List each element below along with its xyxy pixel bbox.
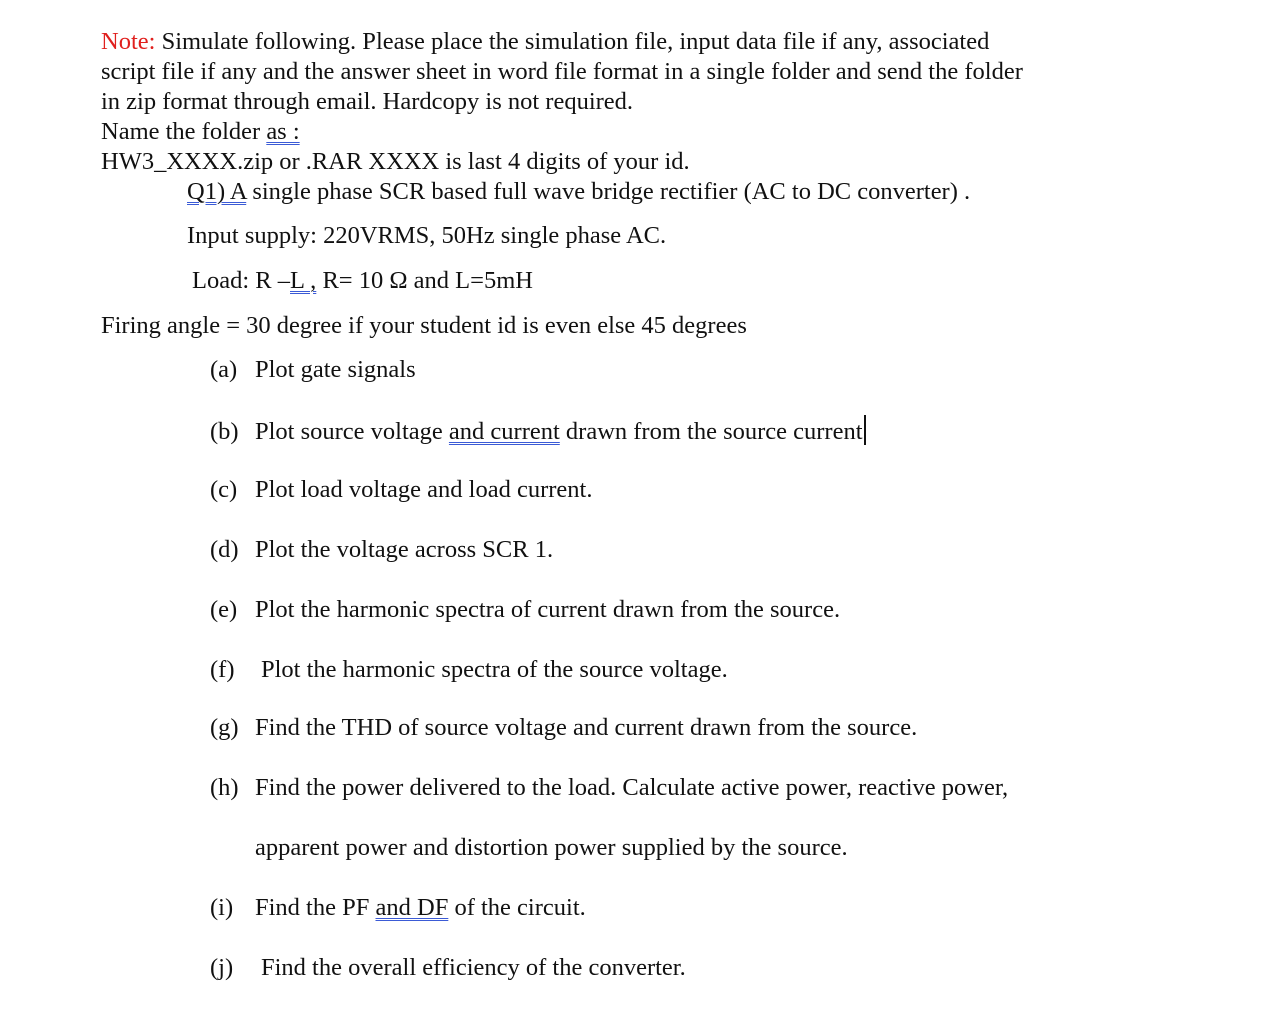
item-text-pre: Plot source voltage — [255, 418, 449, 445]
item-text: Find the THD of source voltage and current drawn from the source. — [255, 714, 918, 741]
list-item-h-continued: apparent power and distortion power supplied by the source. — [255, 834, 848, 861]
list-item-b — [210, 415, 866, 447]
list-item-d — [210, 535, 553, 565]
item-label: (b) — [210, 418, 239, 445]
firing-angle: Firing angle = 30 degree if your student id is even else 45 degrees — [101, 312, 747, 339]
list-item-f — [210, 655, 728, 685]
note-line-1 — [101, 27, 989, 57]
item-label: (c) — [210, 476, 238, 503]
note-label: Note: — [101, 28, 156, 55]
item-text: Plot the harmonic spectra of the source voltage. — [261, 656, 728, 683]
load-prefix: Load: R – — [192, 267, 290, 294]
folder-name-marked-text: as : — [266, 118, 300, 145]
item-label: (j) — [210, 954, 234, 981]
item-text: Plot gate signals — [255, 356, 416, 383]
note-text-1: Simulate following. Please place the simulation file, input data file if any, associated — [161, 28, 990, 55]
item-label: (a) — [210, 356, 238, 383]
q1-label: Q1) A — [187, 178, 247, 205]
item-marked-text: and current — [448, 418, 560, 445]
load-marked-text: L , — [290, 267, 317, 294]
item-text: Find the overall efficiency of the converter. — [261, 954, 686, 981]
q1-title — [187, 177, 970, 207]
text-cursor — [864, 415, 866, 445]
list-item-a — [210, 355, 416, 385]
load-line — [192, 266, 533, 296]
list-item-h — [210, 773, 1008, 803]
input-supply: Input supply: 220VRMS, 50Hz single phase AC. — [187, 222, 667, 249]
item-text-post: of the circuit. — [448, 894, 586, 921]
list-item-g — [210, 713, 917, 743]
load-rest: R= 10 Ω and L=5mH — [316, 267, 533, 294]
folder-name-line — [101, 117, 300, 147]
item-label: (e) — [210, 596, 238, 623]
note-line-3: in zip format through email. Hardcopy is not required. — [101, 88, 634, 115]
filename-line: HW3_XXXX.zip or .RAR XXXX is last 4 digits of your id. — [101, 148, 690, 175]
item-text-pre: Find the PF — [255, 894, 376, 921]
item-text: Find the power delivered to the load. Calculate active power, reactive power, — [255, 774, 1009, 801]
note-line-2: script file if any and the answer sheet in word file format in a single folder and send the folder — [101, 58, 1023, 85]
folder-name-prefix: Name the folder — [101, 118, 267, 145]
item-label: (h) — [210, 774, 239, 801]
item-label: (f) — [210, 656, 235, 683]
item-text: Plot the voltage across SCR 1. — [255, 536, 554, 563]
list-item-j — [210, 953, 686, 983]
q1-title-text: single phase SCR based full wave bridge rectifier (AC to DC converter) . — [246, 178, 971, 205]
list-item-c — [210, 475, 592, 505]
list-item-e — [210, 595, 840, 625]
item-text-post: drawn from the source current — [559, 418, 863, 445]
item-label: (d) — [210, 536, 239, 563]
item-label: (i) — [210, 894, 234, 921]
item-marked-text: and DF — [375, 894, 449, 921]
item-text: Plot the harmonic spectra of current drawn from the source. — [255, 596, 841, 623]
list-item-i — [210, 893, 586, 923]
item-label: (g) — [210, 714, 239, 741]
item-text: Plot load voltage and load current. — [255, 476, 593, 503]
